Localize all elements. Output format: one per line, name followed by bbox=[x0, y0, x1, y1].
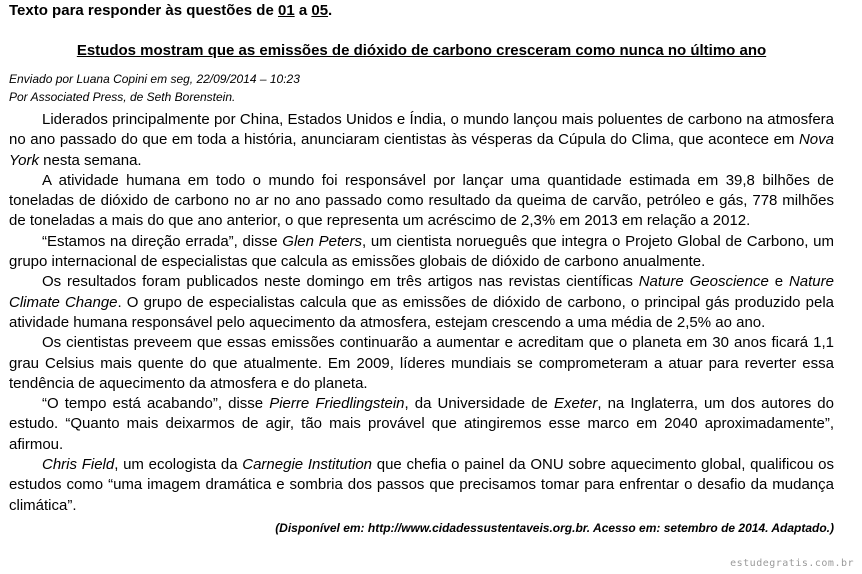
journal-name: Nature Climate Change bbox=[9, 273, 834, 311]
paragraph-3-text-end: , um cientista norueguês que integra o Projeto Global de Carbono, um grupo internacional de especialistas que calcula as emissões globais de dióxido de carbono anualmente. bbox=[9, 232, 834, 271]
paragraph-7 bbox=[9, 455, 834, 516]
paragraph-4-text: Os resultados foram publicados neste domingo em três artigos nas revistas científicas bbox=[42, 273, 639, 291]
paragraph-4 bbox=[9, 272, 834, 333]
paragraph-1-text-end: nesta semana. bbox=[39, 151, 142, 169]
paragraph-6-text-mid: , da Universidade de bbox=[404, 395, 554, 413]
institution-name: Carnegie Institution bbox=[242, 456, 373, 474]
heading-period: . bbox=[328, 2, 333, 19]
article-byline: Por Associated Press, de Seth Borenstein. bbox=[9, 90, 236, 104]
place-name: Exeter bbox=[553, 395, 598, 413]
heading-connector: a bbox=[294, 2, 312, 19]
paragraph-3 bbox=[9, 232, 834, 273]
paragraph-4-text-end: . O grupo de especialistas calcula que as emissões de dióxido de carbono, o principal gás produzido pela atividade humana responsável pelo aquecimento da atmosfera, estejam crescendo a uma média de 2,5% ao ano. bbox=[9, 293, 835, 331]
paragraph-6-text: “O tempo está acabando”, disse bbox=[42, 395, 270, 413]
paragraph-1-text: Liderados principalmente por China, Estados Unidos e Índia, o mundo lançou mais poluentes de carbono na atmosfera no ano passado do que em toda a história, anunciaram cientistas às vésperas da Cúpula do Clima, que acontece em bbox=[9, 111, 834, 149]
paragraph-6-text-end: , na Inglaterra, um dos autores do estudo. “Quanto mais deixarmos de agir, tão mais provável que atingiremos esse marco em 2040 aproximadamente”, afirmou. bbox=[9, 395, 834, 453]
article-sent-by: Enviado por Luana Copini em seg, 22/09/2014 – 10:23 bbox=[9, 72, 300, 86]
paragraph-3-text: “Estamos na direção errada”, disse bbox=[42, 232, 283, 250]
journal-name: Nature Geoscience bbox=[638, 273, 769, 291]
paragraph-7-text-end: que chefia o painel da ONU sobre aquecimento global, qualificou os estudos como “uma imagem dramática e sombria dos passos que precisamos tomar para enfrentar o desafio da mudança climática”. bbox=[9, 456, 834, 514]
question-end-number: 05 bbox=[311, 2, 329, 19]
heading-text: Texto para responder às questões de bbox=[9, 2, 278, 19]
article-title: Estudos mostram que as emissões de dióxido de carbono cresceram como nunca no último ano bbox=[76, 42, 767, 59]
questions-heading bbox=[9, 2, 332, 19]
source-citation: (Disponível em: http://www.cidadessustentaveis.org.br. Acesso em: setembro de 2014. Adaptado.) bbox=[275, 521, 834, 535]
paragraph-2: A atividade humana em todo o mundo foi responsável por lançar uma quantidade estimada em 39,8 bilhões de toneladas de dióxido de carbono no ar no ano passado como resultado da queima de carvão, petróleo e gás, 778 milhões de toneladas a mais do que ano anterior, o que representa um acréscimo de 2,3% em 2013 em relação a 2012. bbox=[9, 171, 834, 230]
question-start-number: 01 bbox=[277, 2, 295, 19]
paragraph-1 bbox=[9, 110, 834, 171]
site-watermark: estudegratis.com.br bbox=[730, 558, 854, 569]
paragraph-6 bbox=[9, 394, 834, 455]
person-name: Glen Peters bbox=[282, 232, 363, 250]
place-name: Nova York bbox=[9, 131, 834, 169]
person-name: Pierre Friedlingstein bbox=[269, 395, 405, 413]
article-body bbox=[9, 110, 834, 516]
paragraph-4-connector: e bbox=[768, 273, 789, 291]
paragraph-7-text: , um ecologista da bbox=[114, 456, 243, 474]
person-name: Chris Field bbox=[42, 456, 115, 474]
paragraph-5: Os cientistas preveem que essas emissões continuarão a aumentar e acreditam que o planeta em 30 anos ficará 1,1 grau Celsius mais quente do que atualmente. Em 2009, líderes mundiais se comprometeram a atuar para reverter essa tendência de aquecimento da atmosfera e do planeta. bbox=[9, 334, 834, 392]
